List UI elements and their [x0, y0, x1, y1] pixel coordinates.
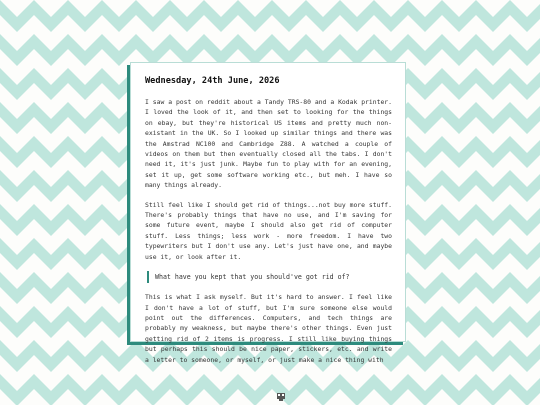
post-paragraph: This is what I ask myself. But it's hard to answer. I feel like I don't have a lot of stuff, but I'm sure someone else would point out the differences. Computers, and tech things are probably my weakness, but maybe there's other things. Even just getting rid of 2 items is progress. I still like buying things but perhaps this should be nice paper, stickers, etc. and write a letter to someone, or myself, or just make a nice thing with [145, 293, 392, 364]
post-paragraph: I saw a post on reddit about a Tandy TRS-80 and a Kodak printer. I loved the look of it, and then set to looking for the things on ebay, but they're historical US items and pretty much non-existant in the UK. So I looked up similar things and there was the Amstrad NC100 and Cambridge Z88. A watched a couple of videos on them but then eventually closed all the tabs. I don't need it, it's just junk. Maybe fun to play with for an evening, set it up, get some software working etc., but meh. I have so many things already. [145, 98, 392, 190]
chevron-stripe [0, 0, 540, 32]
post-date-heading: Wednesday, 24th June, 2026 [145, 76, 280, 86]
chevron-stripe [0, 374, 540, 405]
post-paragraph: Still feel like I should get rid of things...not buy more stuff. There's probably things that have no use, and I'm saving for some future event, maybe I should also get rid of computer stuff. Less things; less work - more freedom. I have two typewriters but I don't use any. Let's just have one, and maybe use it, or look after it. [145, 200, 392, 261]
journal-post-card [130, 62, 406, 364]
post-blockquote: What have you kept that you should've got rid of? [147, 271, 392, 283]
tiny-logo-icon[interactable] [275, 390, 287, 402]
